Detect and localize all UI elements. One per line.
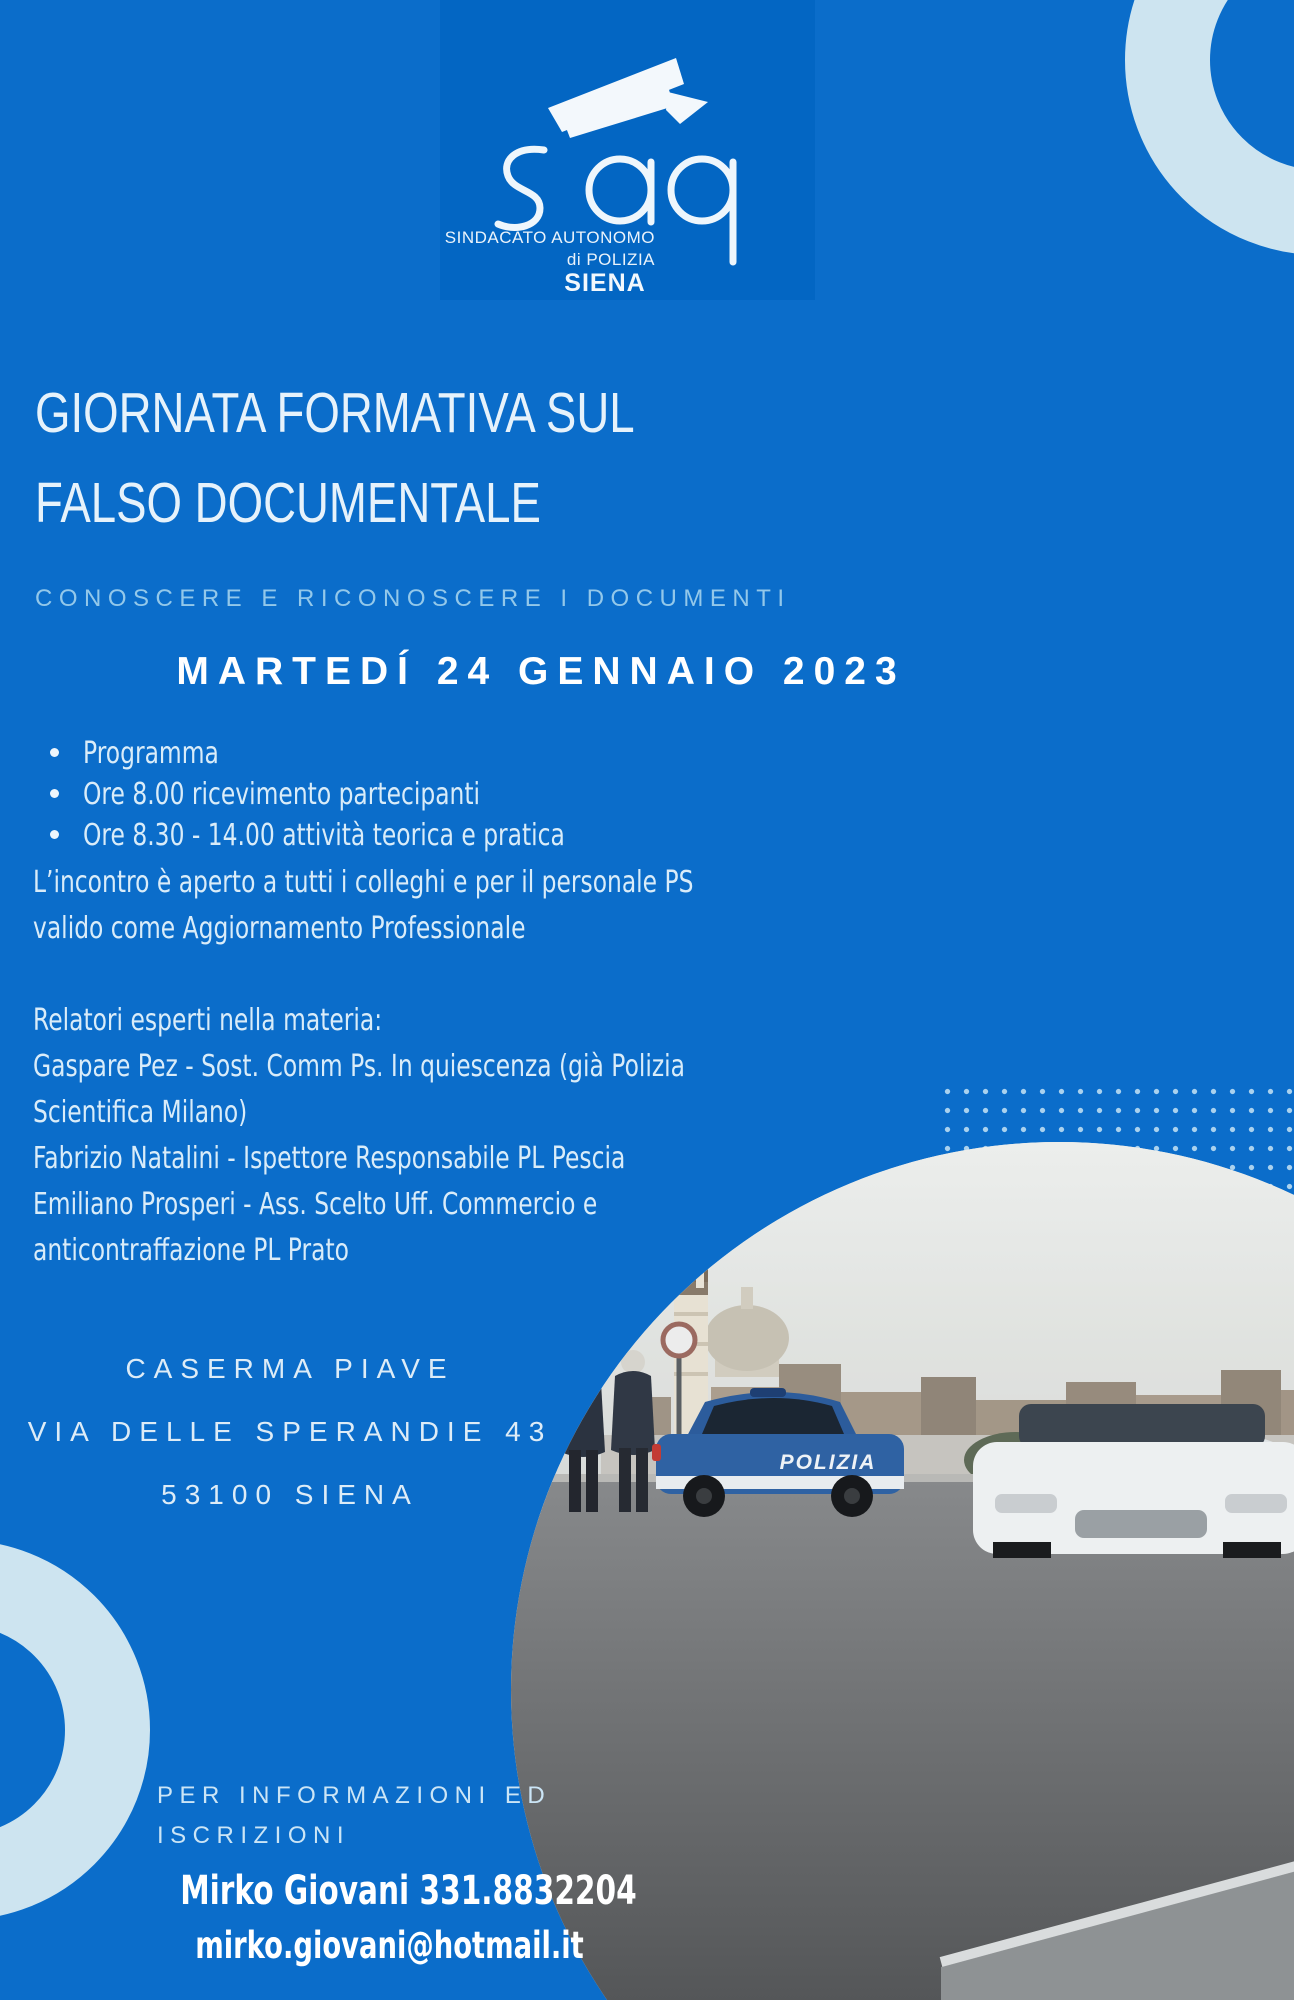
police-hat-icon	[548, 58, 708, 138]
contact-info-line2: ISCRIZIONI	[157, 1822, 351, 1849]
contact-email: mirko.giovani@hotmail.it	[195, 1924, 585, 1967]
event-date: MARTEDÍ 24 GENNAIO 2023	[176, 650, 906, 693]
speaker-line: Scientifica Milano)	[33, 1095, 248, 1130]
list-item: Ore 8.30 - 14.00 attività teorica e pratica	[50, 815, 701, 856]
note-line1: L’incontro è aperto a tutti i colleghi e per il personale PS	[33, 865, 694, 900]
sap-caption-line1: SINDACATO AUTONOMO	[444, 228, 655, 247]
note-line2: valido come Aggiornamento Professionale	[33, 911, 526, 946]
decorative-ring-top-right	[1125, 0, 1294, 255]
venue-name: CASERMA PIAVE	[125, 1353, 455, 1384]
speakers-heading: Relatori esperti nella materia:	[33, 1003, 383, 1038]
note-paragraph	[33, 860, 880, 952]
title-line2: FALSO DOCUMENTALE	[35, 471, 541, 535]
venue-street: VIA DELLE SPERANDIE 43	[27, 1416, 553, 1447]
contact-info-line1: PER INFORMAZIONI ED	[157, 1782, 552, 1809]
sap-city-label: SIENA	[564, 269, 646, 297]
white-car	[973, 1404, 1294, 1558]
speaker-line: Emiliano Prosperi - Ass. Scelto Uff. Commercio e	[33, 1187, 598, 1222]
bullet-dot-icon	[50, 789, 59, 798]
polizia-label: POLIZIA	[779, 1451, 877, 1474]
subtitle: CONOSCERE E RICONOSCERE I DOCUMENTI	[35, 585, 791, 612]
venue-block	[0, 1337, 580, 1526]
page-title	[35, 368, 785, 548]
bullet-dot-icon	[50, 830, 59, 839]
speaker-line: Fabrizio Natalini - Ispettore Responsabile PL Pescia	[33, 1141, 626, 1176]
speaker-line: anticontraffazione PL Prato	[33, 1233, 349, 1268]
list-item: Ore 8.00 ricevimento partecipanti	[50, 774, 701, 815]
sap-caption-line2: di POLIZIA	[566, 250, 655, 269]
contact-name-phone: Mirko Giovani 331.8832204	[180, 1868, 637, 1914]
speakers-block	[33, 998, 869, 1274]
title-line1: GIORNATA FORMATIVA SUL	[35, 381, 635, 445]
speaker-line: Gaspare Pez - Sost. Comm Ps. In quiescenza (già Polizia	[33, 1049, 686, 1084]
venue-city: 53100 SIENA	[161, 1479, 419, 1510]
list-item: Programma	[50, 733, 701, 774]
program-list	[50, 733, 701, 856]
decorative-ring-left	[0, 1540, 150, 1920]
bullet-dot-icon	[50, 748, 59, 757]
